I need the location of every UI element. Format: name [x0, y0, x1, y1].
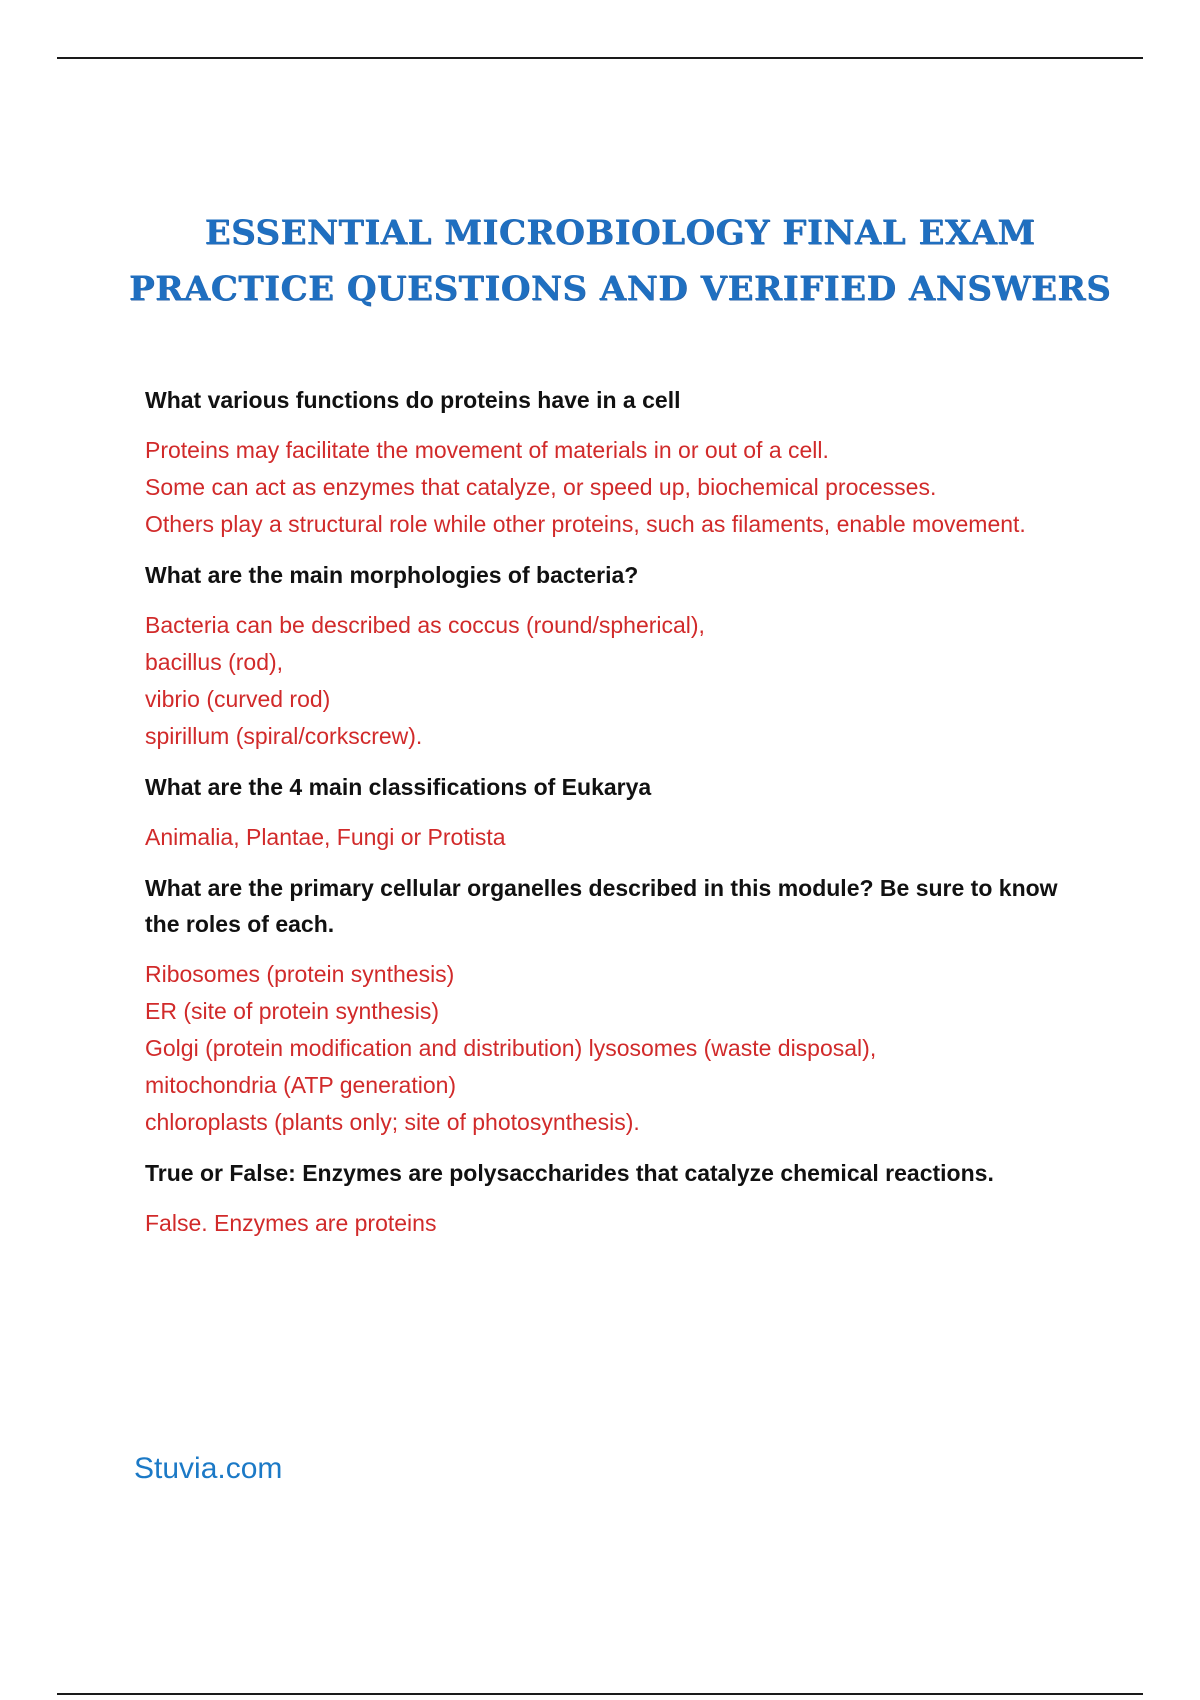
answer-line: Proteins may facilitate the movement of materials in or out of a cell. [145, 437, 829, 463]
footer-brand-link[interactable]: Stuvia.com [134, 1452, 283, 1485]
answer-line: Animalia, Plantae, Fungi or Protista [145, 824, 506, 850]
question: True or False: Enzymes are polysaccharides that catalyze chemical reactions. [145, 1160, 994, 1186]
answer-line: Golgi (protein modification and distribution) lysosomes (waste disposal), [145, 1035, 877, 1061]
question: What various functions do proteins have in a cell [145, 387, 681, 413]
qa-item [145, 769, 1075, 856]
qa-item [145, 382, 1075, 543]
answer [145, 1205, 1075, 1242]
answer-line: bacillus (rod), [145, 649, 284, 675]
answer [145, 956, 1075, 1141]
qa-item [145, 557, 1075, 755]
answer-line: chloroplasts (plants only; site of photosynthesis). [145, 1109, 640, 1135]
answer-line: Some can act as enzymes that catalyze, or speed up, biochemical processes. [145, 474, 937, 500]
answer-line: mitochondria (ATP generation) [145, 1072, 457, 1098]
answer-line: Others play a structural role while other proteins, such as filaments, enable movement. [145, 511, 1026, 537]
answer-line: vibrio (curved rod) [145, 686, 331, 712]
bottom-rule [57, 1693, 1143, 1695]
document-title: ESSENTIAL MICROBIOLOGY FINAL EXAM PRACTICE QUESTIONS AND VERIFIED ANSWERS [128, 213, 1112, 309]
answer-line: spirillum (spiral/corkscrew). [145, 723, 423, 749]
qa-item [145, 1155, 1075, 1242]
question: What are the primary cellular organelles described in this module? Be sure to know the roles of each. [145, 875, 1058, 937]
answer [145, 819, 1075, 856]
qa-item [145, 870, 1075, 1141]
answer-line: Bacteria can be described as coccus (round/spherical), [145, 612, 705, 638]
answer-line: ER (site of protein synthesis) [145, 998, 440, 1024]
qa-list [145, 382, 1075, 1256]
answer-line: False. Enzymes are proteins [145, 1210, 437, 1236]
top-rule [57, 57, 1143, 59]
question: What are the 4 main classifications of Eukarya [145, 774, 652, 800]
answer-line: Ribosomes (protein synthesis) [145, 961, 455, 987]
question: What are the main morphologies of bacteria? [145, 562, 639, 588]
answer [145, 432, 1075, 543]
answer [145, 607, 1075, 755]
